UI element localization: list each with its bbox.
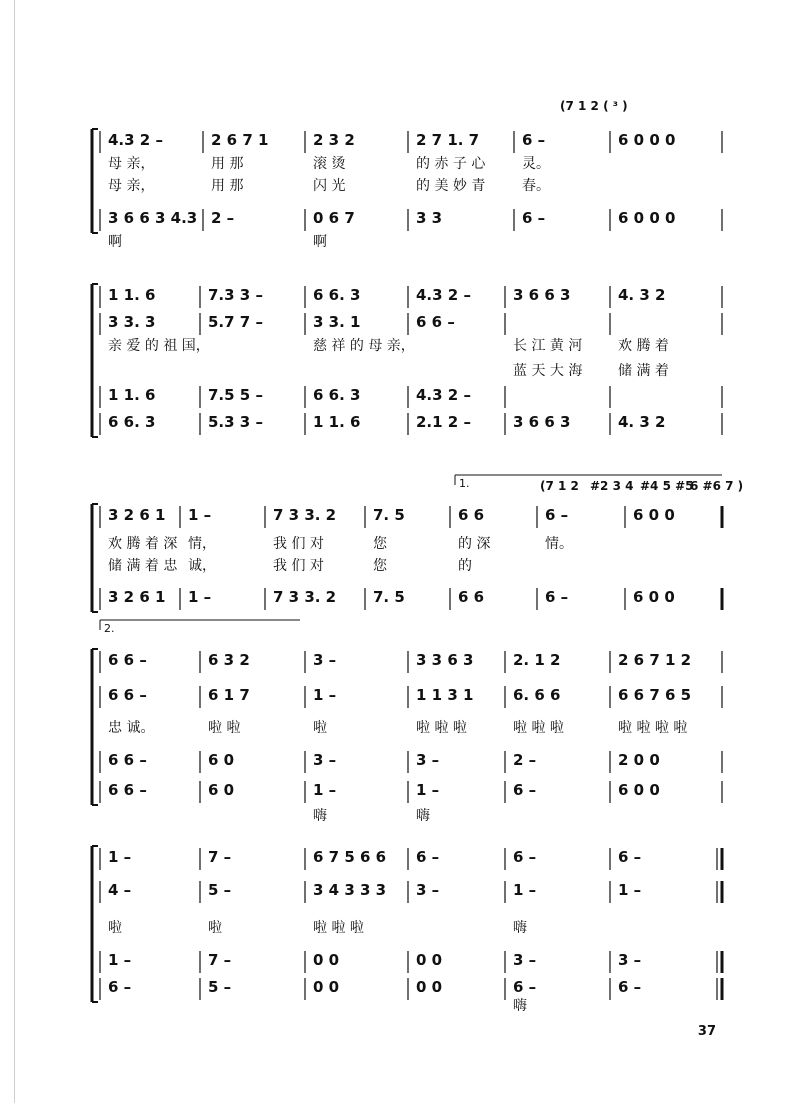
note-cell: 6 – <box>545 588 569 606</box>
note-cell: 7 3 3. 2 <box>273 506 337 524</box>
note-cell: 6 7 5 6 6 <box>313 848 387 866</box>
note-cell: 6 0 <box>208 781 235 799</box>
lyric-cell: 灵。 <box>522 156 550 172</box>
note-cell: 4.3 2 – <box>416 286 471 304</box>
note-cell: 2 0 0 <box>618 751 660 769</box>
note-cell: 6 0 <box>208 751 235 769</box>
note-cell: 6 6. 3 <box>313 386 361 404</box>
lyric-cell: 滚 烫 <box>313 156 346 172</box>
lyric-cell: 欢 腾 着 深 <box>108 536 178 552</box>
note-cell: 6. 6 6 <box>513 686 561 704</box>
note-cell: 0 6 7 <box>313 209 355 227</box>
note-cell: 0 0 <box>416 951 443 969</box>
note-cell: 1 1. 6 <box>108 286 156 304</box>
note-cell: 0 0 <box>313 951 340 969</box>
lyric-cell: 啦 啦 啦 <box>313 920 364 936</box>
lyric-cell: 母 亲， <box>108 156 155 172</box>
note-cell: 3 – <box>618 951 642 969</box>
lyric-cell: 闪 光 <box>313 178 346 194</box>
lyric-cell: 啦 啦 啦 <box>416 720 467 736</box>
note-cell: 7 – <box>208 848 232 866</box>
note-cell: 4.3 2 – <box>108 131 163 149</box>
note-cell: 1 1 3 1 <box>416 686 474 704</box>
lyric-cell: 用 那 <box>211 156 244 172</box>
note-cell: 2.1 2 – <box>416 413 471 431</box>
note-cell: 5.3 3 – <box>208 413 263 431</box>
note-cell: 6 – <box>513 781 537 799</box>
note-cell: 6 6 – <box>108 781 147 799</box>
note-cell: 7 3 3. 2 <box>273 588 337 606</box>
note-cell: 6 – <box>618 848 642 866</box>
lyric-cell: 您 <box>373 558 387 574</box>
note-cell: 1 – <box>188 588 212 606</box>
lyric-cell: 啦 啦 <box>208 720 241 736</box>
lyric-cell: 诚， <box>188 558 216 574</box>
lyric-cell: 的 赤 子 心 <box>416 156 486 172</box>
lyric-cell: 情。 <box>545 536 573 552</box>
note-cell: 6 6 – <box>108 686 147 704</box>
note-cell: 4 – <box>108 881 132 899</box>
note-cell: 3 – <box>416 881 440 899</box>
note-cell: 4. 3 2 <box>618 413 666 431</box>
note-cell: 3 – <box>313 751 337 769</box>
note-cell: 3 – <box>513 951 537 969</box>
note-cell: 4.3 2 – <box>416 386 471 404</box>
page-number: 37 <box>697 1024 716 1039</box>
note-cell: 2. 1 2 <box>513 651 561 669</box>
note-cell: 6 6 7 6 5 <box>618 686 692 704</box>
lyric-cell: 嗨 <box>513 998 527 1014</box>
lyric-cell: 忠 诚。 <box>108 720 155 736</box>
lyric-cell: 春。 <box>522 178 550 194</box>
note-cell: 3 3 6 3 <box>416 651 474 669</box>
lyric-cell: 母 亲， <box>108 178 155 194</box>
lyric-cell: 亲 爱 的 祖 国， <box>108 338 210 354</box>
lyric-cell: 蓝 天 大 海 <box>513 363 583 379</box>
lyric-cell: 啦 <box>208 920 222 936</box>
note-cell: 6 1 7 <box>208 686 250 704</box>
lyric-cell: 的 美 妙 青 <box>416 178 486 194</box>
ornament-group: #4 5 #5 <box>640 479 694 493</box>
lyric-cell: 慈 祥 的 母 亲， <box>313 338 415 354</box>
note-cell: 1 – <box>416 781 440 799</box>
volta-number: 2. <box>104 622 115 635</box>
note-cell: 3 – <box>313 651 337 669</box>
note-cell: 2 6 7 1 <box>211 131 269 149</box>
lyric-cell: 储 满 着 忠 <box>108 558 178 574</box>
lyric-cell: 的 <box>458 558 472 574</box>
note-cell: 6 – <box>522 131 546 149</box>
lyric-cell: 欢 腾 着 <box>618 338 669 354</box>
note-cell: 6 6. 3 <box>313 286 361 304</box>
note-cell: 6 0 0 <box>633 506 675 524</box>
note-cell: 3 3. 1 <box>313 313 361 331</box>
note-cell: 7 – <box>208 951 232 969</box>
note-cell: 6 – <box>513 848 537 866</box>
note-cell: 6 – <box>108 978 132 996</box>
note-cell: 3 6 6 3 <box>513 413 571 431</box>
note-cell: 1 – <box>313 686 337 704</box>
lyric-cell: 嗨 <box>416 808 430 824</box>
note-cell: 6 0 0 0 <box>618 131 676 149</box>
note-cell: 6 – <box>522 209 546 227</box>
note-cell: 7.5 5 – <box>208 386 263 404</box>
note-cell: 1 – <box>513 881 537 899</box>
lyric-cell: 您 <box>373 536 387 552</box>
note-cell: 1 – <box>188 506 212 524</box>
ornament-group: (7 1 2 <box>540 479 579 493</box>
note-cell: 2 6 7 1 2 <box>618 651 692 669</box>
note-cell: 6 – <box>618 978 642 996</box>
ornament-group: (7 1 2 ( ³ ) <box>560 99 628 113</box>
lyric-cell: 我 们 对 <box>273 558 324 574</box>
note-cell: 5.7 7 – <box>208 313 263 331</box>
note-cell: 3 6 6 3 <box>513 286 571 304</box>
lyric-cell: 情， <box>188 536 216 552</box>
note-cell: 3 2 6 1 <box>108 506 166 524</box>
note-cell: 6 – <box>545 506 569 524</box>
note-cell: 6 6 – <box>416 313 455 331</box>
note-cell: 6 3 2 <box>208 651 250 669</box>
note-cell: 6 – <box>513 978 537 996</box>
note-cell: 3 3 <box>416 209 443 227</box>
note-cell: 6 – <box>416 848 440 866</box>
note-cell: 6 6. 3 <box>108 413 156 431</box>
note-cell: 7. 5 <box>373 506 405 524</box>
note-cell: 3 2 6 1 <box>108 588 166 606</box>
note-cell: 1 – <box>313 781 337 799</box>
note-cell: 6 6 – <box>108 751 147 769</box>
lyric-cell: 啦 啦 啦 啦 <box>618 720 688 736</box>
note-cell: 1 1. 6 <box>313 413 361 431</box>
note-cell: 0 0 <box>416 978 443 996</box>
lyric-cell: 啦 <box>313 720 327 736</box>
note-cell: 1 – <box>108 848 132 866</box>
lyric-cell: 我 们 对 <box>273 536 324 552</box>
note-cell: 2 – <box>211 209 235 227</box>
note-cell: 6 6 <box>458 506 485 524</box>
note-cell: 5 – <box>208 978 232 996</box>
note-cell: 2 7 1. 7 <box>416 131 480 149</box>
note-cell: 3 3. 3 <box>108 313 156 331</box>
lyric-cell: 长 江 黄 河 <box>513 338 583 354</box>
note-cell: 5 – <box>208 881 232 899</box>
note-cell: 3 6 6 3 4.3 <box>108 209 198 227</box>
note-cell: 4. 3 2 <box>618 286 666 304</box>
note-cell: 3 4 3 3 3 <box>313 881 387 899</box>
volta-number: 1. <box>459 477 470 490</box>
lyric-cell: 用 那 <box>211 178 244 194</box>
note-cell: 6 0 0 <box>633 588 675 606</box>
ornament-group: 6 #6 7 ) <box>690 479 744 493</box>
note-cell: 2 3 2 <box>313 131 355 149</box>
lyric-cell: 嗨 <box>513 920 527 936</box>
note-cell: 1 – <box>108 951 132 969</box>
note-cell: 7.3 3 – <box>208 286 263 304</box>
note-cell: 7. 5 <box>373 588 405 606</box>
lyric-cell: 啊 <box>108 234 122 250</box>
lyric-cell: 储 满 着 <box>618 363 669 379</box>
note-cell: 2 – <box>513 751 537 769</box>
lyric-cell: 嗨 <box>313 808 327 824</box>
note-cell: 6 6 <box>458 588 485 606</box>
lyric-cell: 啦 <box>108 920 122 936</box>
note-cell: 3 – <box>416 751 440 769</box>
note-cell: 1 1. 6 <box>108 386 156 404</box>
note-cell: 6 0 0 <box>618 781 660 799</box>
note-cell: 6 6 – <box>108 651 147 669</box>
ornament-group: #2 3 4 <box>590 479 634 493</box>
lyric-cell: 的 深 <box>458 536 491 552</box>
lyric-cell: 啊 <box>313 234 327 250</box>
lyric-cell: 啦 啦 啦 <box>513 720 564 736</box>
note-cell: 6 0 0 0 <box>618 209 676 227</box>
note-cell: 1 – <box>618 881 642 899</box>
note-cell: 0 0 <box>313 978 340 996</box>
